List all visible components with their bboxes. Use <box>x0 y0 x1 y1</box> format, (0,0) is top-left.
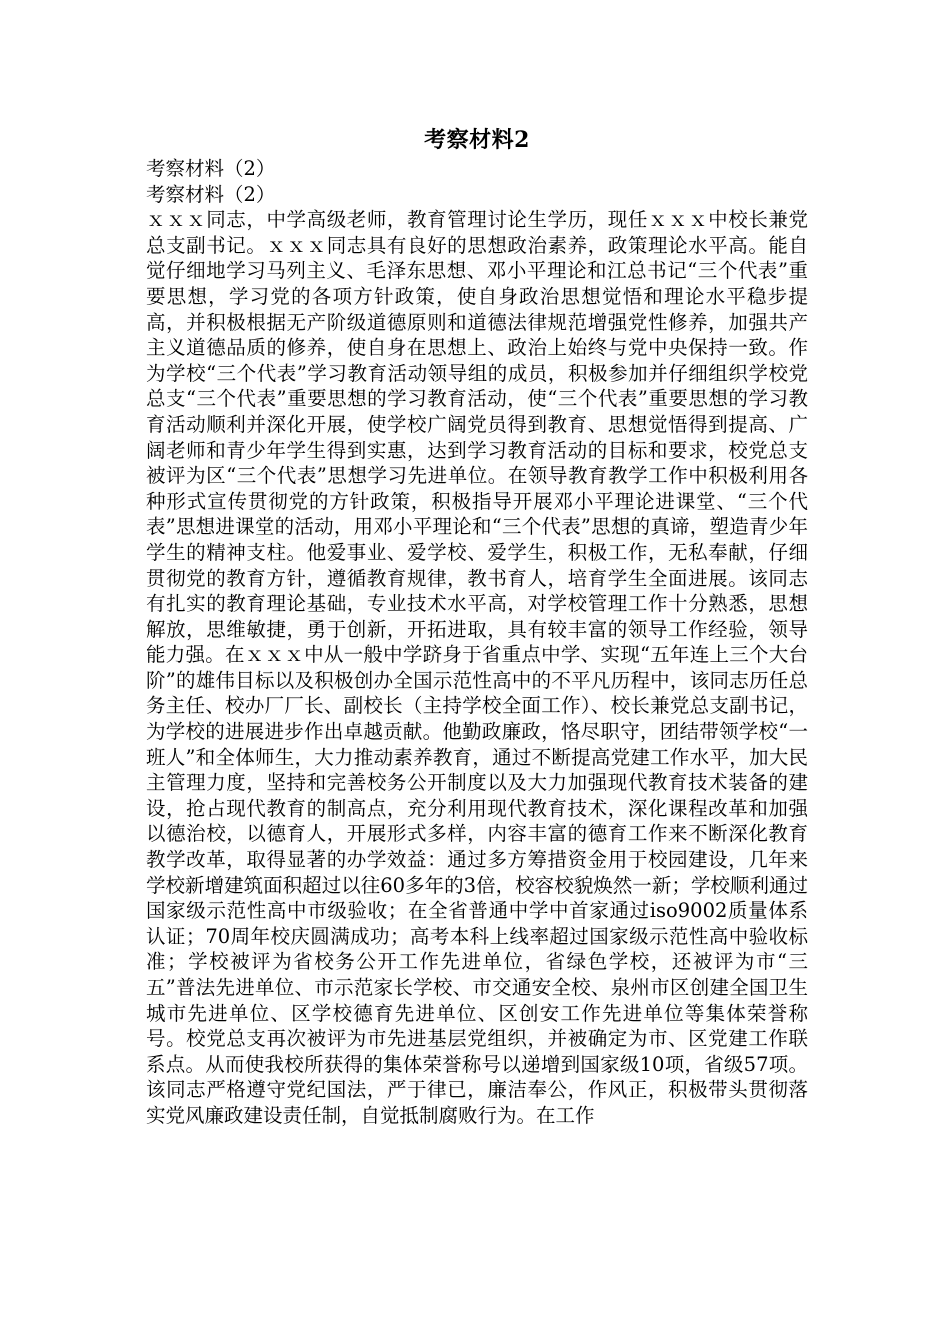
document-body: ｘｘｘ同志，中学高级老师，教育管理讨论生学历，现任ｘｘｘ中校长兼党总支副书记。ｘｘｘ同志具有良好的思想政治素养，政策理论水平高。能自觉仔细地学习马列主义、毛泽东思想、邓小平理论和江总书记“三个代表”重要思想，学习党的各项方针政策，使自身政治思想觉悟和理论水平稳步提高，并积极根据无产阶级道德原则和道德法律规范增强党性修养，加强共产主义道德品质的修养，使自身在思想上、政治上始终与党中央保持一致。作为学校“三个代表”学习教育活动领导组的成员，积极参加并仔细组织学校党总支“三个代表”重要思想的学习教育活动，使“三个代表”重要思想的学习教育活动顺利并深化开展，使学校广阔党员得到教育、思想觉悟得到提高、广阔老师和青少年学生得到实惠，达到学习教育活动的目标和要求，校党总支被评为区“三个代表”思想学习先进单位。在领导教育教学工作中积极利用各种形式宣传贯彻党的方针政策，积极指导开展邓小平理论进课堂、“三个代表”思想进课堂的活动，用邓小平理论和“三个代表”思想的真谛，塑造青少年学生的精神支柱。他爱事业、爱学校、爱学生，积极工作，无私奉献，仔细贯彻党的教育方针，遵循教育规律，教书育人，培育学生全面进展。该同志有扎实的教育理论基础，专业技术水平高，对学校管理工作十分熟悉，思想解放，思维敏捷，勇于创新，开拓进取，具有较丰富的领导工作经验，领导能力强。在ｘｘｘ中从一般中学跻身于省重点中学、实现“五年连上三个大台阶”的雄伟目标以及积极创办全国示范性高中的不平凡历程中，该同志历任总务主任、校办厂厂长、副校长（主持学校全面工作）、校长兼党总支副书记，为学校的进展进步作出卓越贡献。他勤政廉政，恪尽职守，团结带领学校“一班人”和全体师生，大力推动素养教育，通过不断提高党建工作水平，加大民主管理力度，坚持和完善校务公开制度以及大力加强现代教育技术装备的建设，抢占现代教育的制高点，充分利用现代教育技术，深化课程改革和加强以德治校，以德育人，开展形式多样，内容丰富的德育工作来不断深化教育教学改革，取得显著的办学效益：通过多方筹措资金用于校园建设，几年来学校新增建筑面积超过以往60多年的3倍，校容校貌焕然一新；学校顺利通过国家级示范性高中市级验收；在全省普通中学中首家通过iso9002质量体系认证；70周年校庆圆满成功；高考本科上线率超过国家级示范性高中验收标准；学校被评为省校务公开工作先进单位，省绿色学校，还被评为市“三五”普法先进单位、市示范家长学校、市交通安全校、泉州市区创建全国卫生城市先进单位、区学校德育先进单位、区创安工作先进单位等集体荣誉称号。校党总支再次被评为市先进基层党组织，并被确定为市、区党建工作联系点。从而使我校所获得的集体荣誉称号以递增到国家级10项，省级57项。该同志严格遵守党纪国法，严于律已，廉洁奉公，作风正，积极带头贯彻落实党风廉政建设责任制，自觉抵制腐败行为。在工作 <box>146 208 808 1127</box>
document-title: 考察材料2 <box>424 127 530 153</box>
document-subtitle-repeat: 考察材料（2） <box>146 182 276 206</box>
document-subtitle: 考察材料（2） <box>146 157 276 180</box>
document-page <box>146 124 808 1129</box>
